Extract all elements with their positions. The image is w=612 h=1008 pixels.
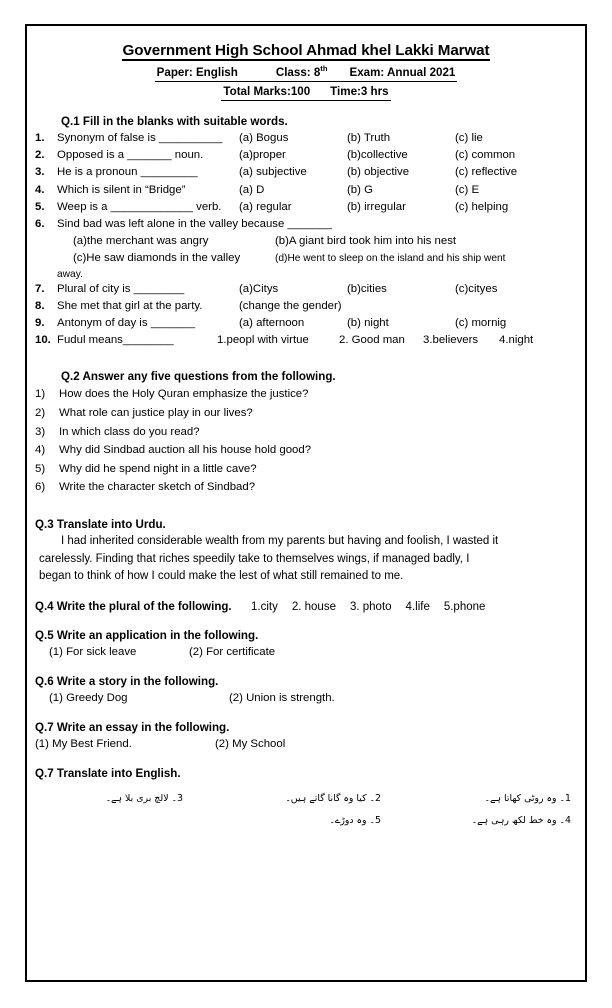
urdu-row-1	[35, 788, 577, 810]
option-a: (a)Citys	[239, 282, 279, 295]
total-marks: Total Marks:100	[223, 85, 311, 98]
q3-heading: Q.3 Translate into Urdu.	[35, 518, 166, 531]
q6-option-1: (1) Greedy Dog	[49, 691, 128, 704]
q1-item-9	[35, 315, 577, 332]
q1-item-4	[35, 182, 577, 199]
item-stem: Synonym of false is __________	[57, 132, 223, 144]
q8-urdu-sentences	[35, 788, 577, 832]
option-2: 2. Good man	[339, 334, 405, 347]
option-c: (c) reflective	[455, 166, 518, 179]
urdu-spacer	[35, 810, 191, 832]
q3-passage-line-3: began to think of how I could make the lest of what still remained to me.	[39, 570, 404, 583]
item-number: 9.	[35, 317, 45, 330]
option-a: (a) D	[239, 183, 265, 196]
q1-item-6-option-d-continuation: away.	[57, 268, 83, 280]
option-a: (a) Bogus	[239, 132, 289, 144]
paper-header	[35, 42, 577, 101]
q1-item-6	[35, 216, 577, 233]
q4-item-1: 1.city	[251, 600, 278, 613]
q2-item-6	[35, 478, 577, 497]
q4-item-2: 2. house	[291, 600, 336, 613]
q2-item-5	[35, 460, 577, 479]
q3-passage	[35, 533, 577, 586]
item-number: 8.	[35, 299, 45, 312]
option-d: (d)He went to sleep on the island and his ship went	[275, 253, 506, 265]
q5-option-2: (2) For certificate	[189, 645, 276, 658]
option-a: (a)the merchant was angry	[73, 235, 209, 248]
item-number: 1.	[35, 132, 45, 144]
school-name: Government High School Ahmad khel Lakki Marwat	[122, 42, 490, 59]
q4-item-5: 5.phone	[443, 600, 486, 613]
q1-item-3	[35, 164, 577, 181]
item-text: What role can justice play in our lives?	[59, 407, 253, 420]
exam-paper-content	[25, 24, 587, 982]
item-number: 6)	[35, 481, 46, 494]
option-a: (a) subjective	[239, 166, 307, 179]
exam-time: Time:3 hrs	[330, 85, 389, 98]
item-number: 6.	[35, 218, 45, 231]
q3-passage-line-2: carelessly. Finding that riches speedily take to themselves wings, if managed badly, I	[39, 552, 470, 565]
urdu-row-2	[35, 810, 577, 832]
q1-item-1	[35, 130, 577, 147]
q5-option-1: (1) For sick leave	[49, 645, 137, 658]
q3-passage-line-1: I had inherited considerable wealth from my parents but having and foolish, I wasted it	[61, 535, 499, 547]
item-stem: She met that girl at the party.	[57, 299, 203, 312]
urdu-sentence-4: 4۔ وہ خط لکھ رہی ہے۔	[471, 814, 571, 826]
q7-option-1: (1) My Best Friend.	[35, 737, 132, 750]
option-1: 1.peopl with virtue	[217, 334, 309, 347]
paper-meta-line	[155, 65, 458, 82]
item-stem: Weep is a _____________ verb.	[57, 200, 222, 213]
item-stem: Antonym of day is _______	[57, 317, 196, 330]
q7-heading: Q.7 Write an essay in the following.	[35, 720, 230, 734]
option-a: (a) afternoon	[239, 317, 305, 330]
option-3: 3.believers	[423, 334, 479, 347]
q2-item-3	[35, 423, 577, 442]
option-b: (b)collective	[347, 149, 408, 162]
option-b: (b) objective	[347, 166, 410, 179]
option-c: (c) helping	[455, 200, 509, 213]
item-number: 4.	[35, 183, 45, 196]
item-text: Write the character sketch of Sindbad?	[59, 481, 256, 494]
q4-item-3: 3. photo	[349, 600, 392, 613]
urdu-sentence-3: 3۔ لالچ بری بلا ہے۔	[105, 792, 183, 804]
option-c: (c)cityes	[455, 282, 498, 295]
class-ordinal-suffix: th	[320, 64, 328, 74]
option-b: (b)cities	[347, 282, 387, 295]
q1-item-7	[35, 281, 577, 298]
q5-options	[35, 644, 577, 661]
item-text: In which class do you read?	[59, 425, 200, 438]
item-text: Why did he spend night in a little cave?	[59, 462, 257, 475]
option-b: (b) G	[347, 183, 373, 196]
item-stem: Plural of city is ________	[57, 282, 185, 295]
item-text: Why did Sindbad auction all his house hold good?	[59, 444, 312, 457]
item-number: 10.	[35, 334, 51, 347]
option-a: (a)proper	[239, 149, 286, 162]
item-number: 3.	[35, 166, 45, 179]
q2-item-4	[35, 441, 577, 460]
q8-heading: Q.7 Translate into English.	[35, 766, 181, 780]
item-text: How does the Holy Quran emphasize the justice?	[59, 388, 309, 401]
option-c: (c) common	[455, 149, 516, 162]
q4-row	[35, 599, 577, 615]
item-number: 4)	[35, 444, 46, 457]
option-b: (b) Truth	[347, 132, 391, 144]
option-4: 4.night	[499, 334, 534, 347]
item-stem: Which is silent in “Bridge”	[57, 183, 186, 196]
q6-heading: Q.6 Write a story in the following.	[35, 674, 219, 688]
option-a: (a) regular	[239, 200, 292, 213]
option-c: (c) E	[455, 183, 480, 196]
q1-item-5	[35, 199, 577, 216]
paper-subject: Paper: English	[156, 66, 238, 79]
item-number: 3)	[35, 425, 46, 438]
q4-item-4: 4.life	[405, 600, 430, 613]
urdu-sentence-1: 1۔ وہ روٹی کھاتا ہے۔	[484, 792, 571, 804]
q1-item-10	[35, 332, 577, 349]
option-c: (c) lie	[455, 132, 483, 144]
paper-marks-line	[221, 84, 390, 101]
item-number: 1)	[35, 388, 46, 401]
item-stem: Opposed is a _______ noun.	[57, 149, 204, 162]
q1-item-6-options-row1	[35, 233, 577, 250]
q2-heading: Q.2 Answer any five questions from the following.	[61, 370, 336, 384]
item-number: 2.	[35, 149, 45, 162]
item-number: 5.	[35, 200, 45, 213]
option-b: (b) irregular	[347, 200, 406, 213]
q1-item-2	[35, 147, 577, 164]
option-b: (b) night	[347, 317, 389, 330]
q1-item-8	[35, 298, 577, 315]
option-c: (c)He saw diamonds in the valley	[73, 252, 241, 265]
q5-heading: Q.5 Write an application in the following.	[35, 628, 259, 642]
q6-option-2: (2) Union is strength.	[229, 691, 335, 704]
urdu-sentence-5: 5۔ وہ دوڑے۔	[329, 814, 381, 826]
paper-class: Class: 8th	[275, 64, 328, 79]
item-instruction: (change the gender)	[239, 299, 342, 312]
q7-option-2: (2) My School	[215, 737, 286, 750]
q1-item-6-options-row2	[35, 250, 577, 267]
q1-heading: Q.1 Fill in the blanks with suitable words.	[61, 115, 288, 128]
q6-options	[35, 690, 577, 707]
item-stem: He is a pronoun _________	[57, 166, 198, 179]
item-number: 2)	[35, 407, 46, 420]
q2-item-1	[35, 385, 577, 404]
paper-exam: Exam: Annual 2021	[349, 66, 456, 79]
option-b: (b)A giant bird took him into his nest	[275, 235, 457, 248]
option-c: (c) mornig	[455, 317, 507, 330]
item-number: 7.	[35, 282, 45, 295]
q7-options	[35, 736, 577, 753]
item-number: 5)	[35, 462, 46, 475]
item-stem: Fudul means________	[57, 334, 174, 347]
q2-item-2	[35, 404, 577, 423]
urdu-sentence-2: 2۔ کیا وہ گانا گاتے ہیں۔	[285, 792, 381, 804]
item-stem: Sind bad was left alone in the valley because _______	[57, 218, 332, 231]
q4-heading: Q.4 Write the plural of the following.	[35, 600, 232, 613]
